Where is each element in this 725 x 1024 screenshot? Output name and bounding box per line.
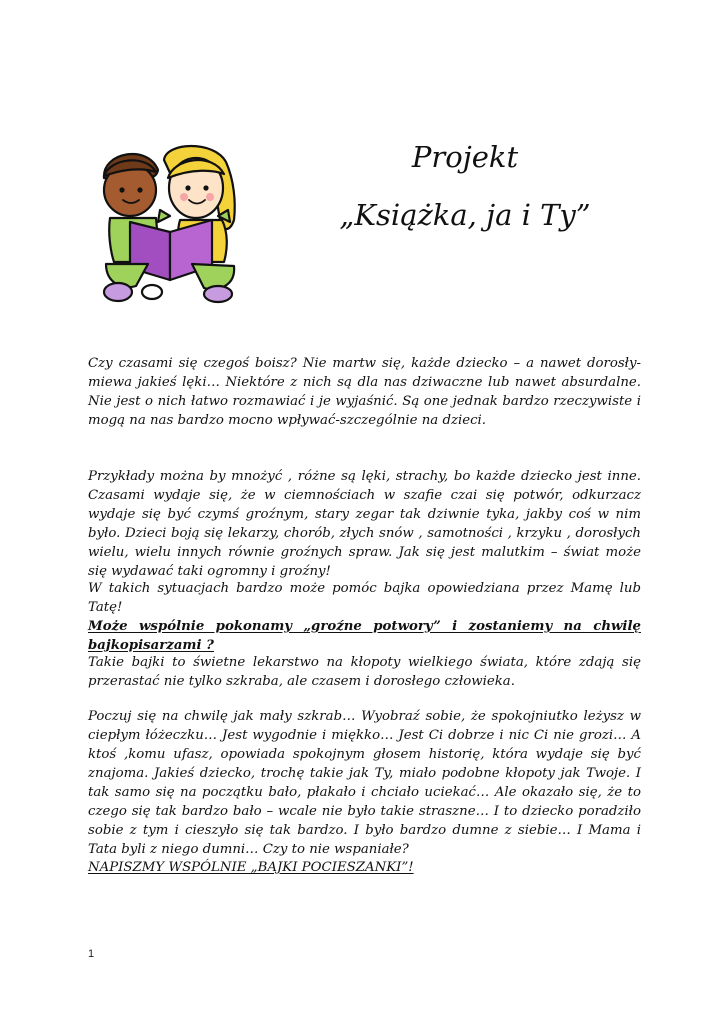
paragraph-intro: Czy czasami się czegoś boisz? Nie martw się, każde dziecko – a nawet dorosły-miewa jakieś lęki… Niektóre z nich są dla nas dziwaczne lub nawet absurdalne. Nie jest o nich łatwo rozmawiać i je wyjaśnić. Są one jednak bardzo rzeczywiste i mogą na nas bardzo mocno wpływać-szczególnie na dzieci. bbox=[88, 356, 641, 428]
children-reading-book-icon bbox=[96, 140, 246, 305]
title-line-1: Projekt bbox=[411, 140, 519, 174]
paragraph-closing: NAPISZMY WSPÓLNIE „BAJKI POCIESZANKI”! bbox=[88, 860, 414, 875]
paragraph-bajka: W takich sytuacjach bardzo może pomóc bajka opowiedziana przez Mamę lub Tatę! bbox=[88, 581, 641, 615]
page-number: 1 bbox=[88, 948, 95, 960]
paragraph-medicine: Takie bajki to świetne lekarstwo na kłopoty wielkiego świata, które zdają się przerastać nie tylko szkraba, ale czasem i dorosłego człowieka. bbox=[88, 655, 641, 689]
paragraph-story: Poczuj się na chwilę jak mały szkrab… Wyobraź sobie, że spokojniutko leżysz w ciepłym łóżeczku… Jest wygodnie i miękko… Jest Ci dobrze i nic Ci nie grozi… A ktoś ,komu ufasz, opowiada spokojnym głosem historię, która wydaje się być znajoma. Jakieś dziecko, trochę takie jak Ty, miało podobne kłopoty jak Twoje. I tak samo się na początku bało, płakało i chciało uciekać… Ale okazało się, że to czego się tak bardzo bało – wcale nie było takie straszne… I to dziecko poradziło sobie z tym i cieszyło się tak bardzo. I było bardzo dumne z siebie… I Mama i Tata byli z niego dumni… Czy to nie wspaniałe? bbox=[88, 709, 641, 857]
title-line-2: „Książka, ja i Ty” bbox=[339, 198, 591, 232]
paragraph-call-to-action: Może wspólnie pokonamy „groźne potwory” i zostaniemy na chwilę bajkopisarzami ? bbox=[88, 619, 641, 653]
paragraph-examples: Przykłady można by mnożyć , różne są lęki, strachy, bo każde dziecko jest inne. Czasami wydaje się, że w ciemnościach w szafie czai się potwór, odkurzacz wydaje się być czymś groźnym, stary zegar tak dziwnie tyka, jakby coś w nim było. Dzieci boją się lekarzy, chorób, złych snów , samotności , krzyku , dorosłych wielu, wielu innych równie groźnych spraw. Jak się jest malutkim – świat może się wydawać taki ogromny i groźny! bbox=[88, 469, 641, 579]
